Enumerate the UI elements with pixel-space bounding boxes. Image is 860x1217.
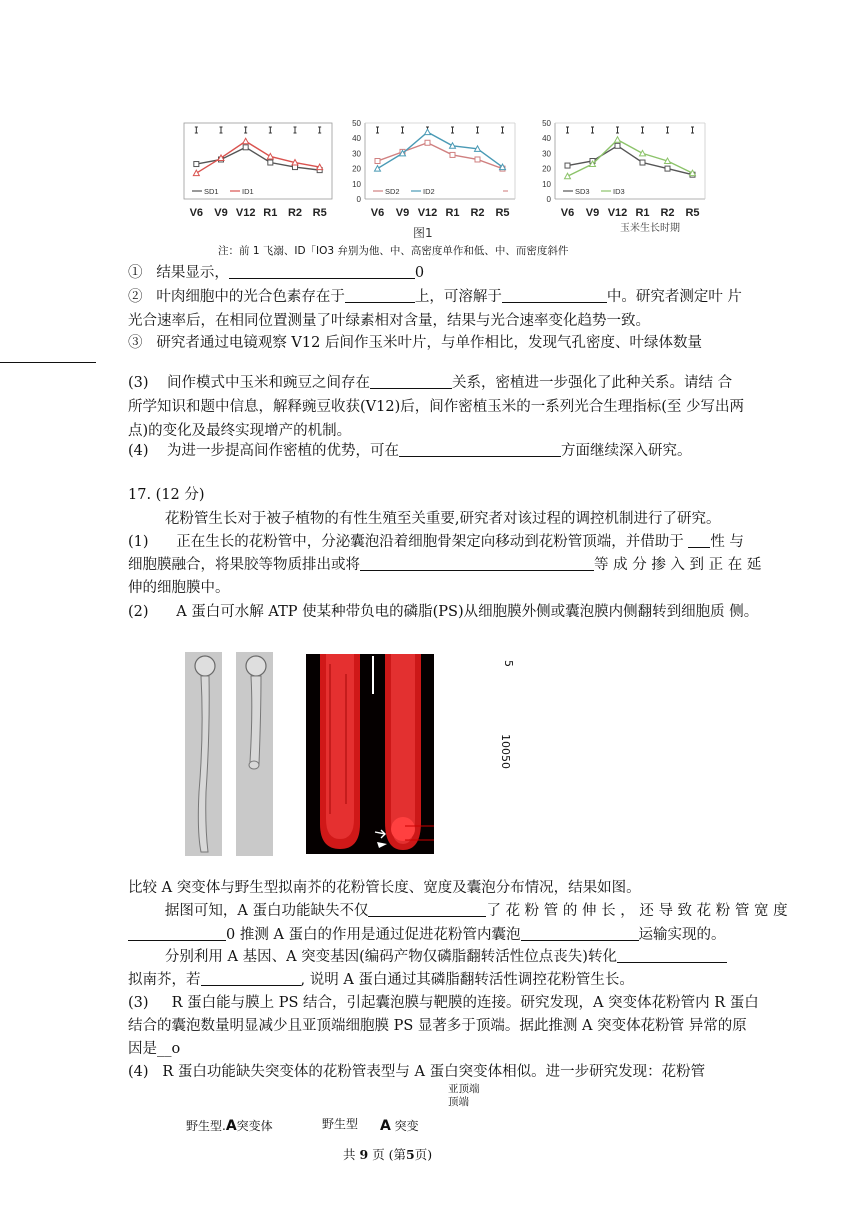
compare-blank-5 [201, 970, 301, 986]
compare-blank-4 [617, 947, 727, 963]
p4-line [128, 440, 748, 462]
p3b-text: R 蛋白能与膜上 PS 结合，引起囊泡膜与靶膜的连接。研究发现，A 突变体花粉管内 R 蛋白 [171, 995, 759, 1011]
q17-s1-blank-2 [360, 555, 594, 571]
legend-label-ID3: ID3 [613, 187, 625, 196]
q17-intro-text: 花粉管生长对于被子植物的有性生殖至关重要,研究者对该过程的调控机制进行了研究。 [164, 511, 721, 527]
label-wildtype-2: 野生型 [322, 1117, 359, 1131]
label-a-2: A [380, 1118, 391, 1134]
data-point-ID1 [193, 170, 199, 176]
data-point-ID1 [243, 138, 249, 144]
data-point-SD2 [475, 157, 480, 162]
q17-s1-line2-b: 等 成 分 掺 入 到 正 在 延 [594, 557, 762, 573]
q1-text-b: 0 [414, 265, 425, 281]
p3b-line-2: 结合的囊泡数量明显减少且亚顶端细胞膜 PS 显著多于顶端。据此推测 A 突变体花粉管 异常的原 [128, 1018, 747, 1034]
bottom-label-row-3 [380, 1117, 419, 1134]
q17-s1-line2-a: 细胞膜融合，将果胶等物质排出或将 [128, 557, 360, 573]
page-footer [343, 1145, 432, 1163]
compare-line-3-a: 0 推测 A 蛋白的作用是通过促进花粉管内囊泡 [226, 927, 521, 943]
q2-num: ② [128, 289, 143, 305]
series-line-SD1 [196, 147, 319, 170]
data-point-SD2 [375, 159, 380, 164]
q3-line [128, 332, 748, 354]
x-tick-label: V9 [395, 207, 410, 219]
q2-line-2: 光合速率后，在相同位置测量了叶绿素相对含量，结果与光合速率变化趋势一致。 [128, 313, 650, 329]
q17-s2-num: (2) [128, 604, 149, 620]
micrograph-wildtype-bright [185, 652, 222, 856]
x-tick-label: V9 [214, 207, 228, 219]
y-tick-label: 40 [542, 134, 551, 144]
label-mutant-2: 突变 [394, 1119, 419, 1133]
p4b-line [128, 1061, 748, 1083]
micrograph-mutant-fluorescence [371, 654, 434, 854]
x-tick-label: V12 [235, 207, 256, 219]
side-divider [0, 362, 96, 363]
legend-label-ID2: ID2 [423, 187, 435, 196]
data-point-SD2 [425, 140, 430, 145]
bottom-label-row-2 [322, 1115, 358, 1132]
p3b-line-3: 因是__o [128, 1041, 181, 1057]
p3-blank [370, 373, 452, 389]
q1-num: ① [128, 265, 143, 281]
compare-blank-2 [128, 925, 226, 941]
y-tick-label: 40 [352, 134, 361, 144]
series-line-SD2 [378, 143, 503, 169]
p3b-num: (3) [128, 995, 149, 1011]
compare-line-2-a: 据图可知，A 蛋白功能缺失不仅 [164, 903, 369, 919]
x-axis-label: 玉米生长时期 [620, 223, 680, 234]
q17-s1-b: 性 与 [710, 534, 744, 550]
chart-3 [533, 115, 715, 240]
micro-label-side: 10050 [499, 734, 512, 769]
y-tick-label: 10 [542, 179, 551, 189]
x-tick-label: R2 [660, 207, 675, 219]
y-tick-label: 30 [352, 149, 361, 159]
x-tick-label: R1 [635, 207, 650, 219]
figure-caption: 图1 [413, 226, 433, 240]
q1-blank [229, 263, 415, 279]
compare-line-2-b: 了 花 粉 管 的 伸 长 ， 还 导 致 花 粉 管 宽 度 [486, 903, 788, 919]
data-point-SD3 [640, 160, 645, 165]
figure-note: 注：前 1 飞溺、ID「IO3 弁别为他、中、高密度单作和低、中、而密度斜件 [218, 245, 569, 257]
bottom-label-row [186, 1117, 273, 1134]
x-tick-label: R2 [287, 207, 303, 219]
p3-line-2: 所学知识和题中信息，解释豌豆收获(V12)后，间作密植玉米的一系列光合生理指标(至 少写出两 [128, 399, 744, 415]
p3-text-a: 间作模式中玉米和豌豆之间存在 [166, 375, 370, 391]
p4-blank [399, 441, 561, 457]
q3-text: 研究者通过电镜观察 V12 后间作玉米叶片，与单作相比，发现气孔密度、叶绿体数量 [156, 335, 702, 351]
micro-label-top: 5 [502, 660, 515, 667]
data-point-SD3 [565, 163, 570, 168]
x-tick-label: R5 [495, 207, 510, 219]
p4-text-b: 方面继续深入研究。 [560, 443, 692, 459]
y-tick-label: 20 [352, 164, 361, 174]
data-point-ID2 [375, 166, 381, 172]
legend-label-ID1: ID1 [242, 187, 254, 196]
p3-line-3: 点)的变化及最终实现增产的机制。 [128, 423, 352, 439]
footer-text-e: 页) [414, 1147, 433, 1162]
legend-label-SD2: SD2 [385, 187, 400, 196]
legend-label-SD3: SD3 [575, 187, 590, 196]
compare-line-4-a: 分别利用 A 基因、A 突变基因(编码产物仅磷脂翻转活性位点丧失)转化 [164, 949, 617, 965]
series-line-ID2 [378, 132, 503, 168]
compare-line-5-b: , 说明 A 蛋白通过其磷脂翻转活性调控花粉管生长。 [300, 972, 634, 988]
compare-line-3-b: 运输实现的。 [638, 927, 726, 943]
label-subtip: 亚顶端 [448, 1083, 480, 1095]
compare-line-1: 比较 A 突变体与野生型拟南芥的花粉管长度、宽度及囊泡分布情况，结果如图。 [128, 880, 641, 896]
footer-total: 9 [359, 1147, 369, 1162]
q3-num: ③ [128, 335, 143, 351]
footer-text-a: 共 [343, 1147, 356, 1162]
y-tick-label: 0 [546, 195, 551, 204]
data-point-ID1 [267, 153, 273, 159]
q17-s1-a: 正在生长的花粉管中，分泌囊泡沿着细胞骨架定向移动到花粉管顶端，并借助于 [176, 534, 684, 550]
q1-text-a: 结果显示， [156, 265, 229, 281]
q2-blank-2 [502, 287, 607, 303]
q17-s1-line2 [128, 554, 762, 576]
compare-line-4 [128, 946, 748, 968]
x-tick-label: R1 [445, 207, 460, 219]
compare-blank-3 [521, 925, 639, 941]
q17-intro [128, 508, 748, 530]
data-point-SD1 [194, 162, 199, 167]
x-tick-label: R5 [312, 207, 327, 219]
x-tick-label: R1 [263, 207, 278, 219]
data-point-SD1 [268, 160, 273, 165]
chart-1 [178, 115, 338, 227]
label-tip: 顶端 [448, 1096, 469, 1108]
data-point-ID3 [615, 137, 621, 143]
label-mutant-1: 突变体 [236, 1119, 273, 1133]
footer-current: 5 [406, 1147, 415, 1162]
q17-s1-num: (1) [128, 534, 149, 550]
compare-blank-1 [368, 901, 486, 917]
p4-text-a: 为进一步提高间作密植的优势，可在 [166, 443, 399, 459]
x-tick-label: R5 [685, 207, 700, 219]
x-tick-label: V6 [370, 207, 385, 219]
q2-text-c: 中。研究者测定叶 片 [606, 289, 742, 305]
x-tick-label: R2 [470, 207, 485, 219]
q2-blank-1 [345, 287, 415, 303]
q2-line [128, 286, 748, 308]
y-tick-label: 50 [352, 119, 361, 128]
p4b-num: (4) [128, 1064, 149, 1080]
q2-text-b: 上，可溶解于 [414, 289, 502, 305]
x-tick-label: V9 [585, 207, 600, 219]
micrograph-wildtype-fluorescence [306, 654, 374, 854]
y-tick-label: 0 [356, 195, 361, 204]
p4b-text: R 蛋白功能缺失突变体的花粉管表型与 A 蛋白突变体相似。进一步研究发现：花粉管 [162, 1064, 706, 1080]
data-point-SD3 [665, 166, 670, 171]
x-tick-label: V6 [560, 207, 575, 219]
q17-s2-text: A 蛋白可水解 ATP 使某种带负电的磷脂(PS)从细胞膜外侧或囊泡膜内侧翻转到细胞质 侧。 [176, 604, 759, 620]
footer-text-c: 页 (第 [372, 1147, 407, 1162]
q17-s1 [128, 531, 748, 553]
x-tick-label: V12 [417, 207, 438, 219]
micrograph-mutant-bright [236, 652, 273, 856]
q17-s1-blank [688, 532, 710, 548]
data-point-ID3 [640, 150, 646, 156]
data-point-SD2 [450, 152, 455, 157]
q17-head: 17. (12 分) [128, 487, 205, 503]
p3-line [128, 372, 748, 394]
series-line-SD3 [568, 146, 693, 175]
compare-line-3 [128, 924, 748, 946]
q1-line [128, 262, 748, 284]
p4-num: (4) [128, 443, 149, 459]
compare-line-2 [128, 900, 788, 922]
data-point-SD1 [243, 145, 248, 150]
chart-2 [343, 115, 523, 227]
y-tick-label: 10 [352, 179, 361, 189]
legend-label-SD1: SD1 [204, 187, 219, 196]
y-tick-label: 30 [542, 149, 551, 159]
q2-text-a: 叶肉细胞中的光合色素存在于 [156, 289, 345, 305]
q17-s2 [128, 601, 759, 623]
q17-s1-line3: 伸的细胞膜中。 [128, 580, 230, 596]
label-wildtype-1: 野生型. [186, 1119, 226, 1133]
x-tick-label: V12 [607, 207, 628, 219]
compare-line-5 [128, 969, 748, 991]
p3-num: (3) [128, 375, 149, 391]
x-tick-label: V6 [189, 207, 204, 219]
y-tick-label: 20 [542, 164, 551, 174]
p3b-line [128, 992, 759, 1014]
label-a-1: A [225, 1118, 237, 1134]
data-point-SD3 [615, 143, 620, 148]
data-point-ID2 [425, 129, 431, 135]
p3-text-b: 关系，密植进一步强化了此种关系。请结 合 [451, 375, 733, 391]
y-tick-label: 50 [542, 119, 551, 128]
compare-line-5-a: 拟南芥，若 [128, 972, 201, 988]
